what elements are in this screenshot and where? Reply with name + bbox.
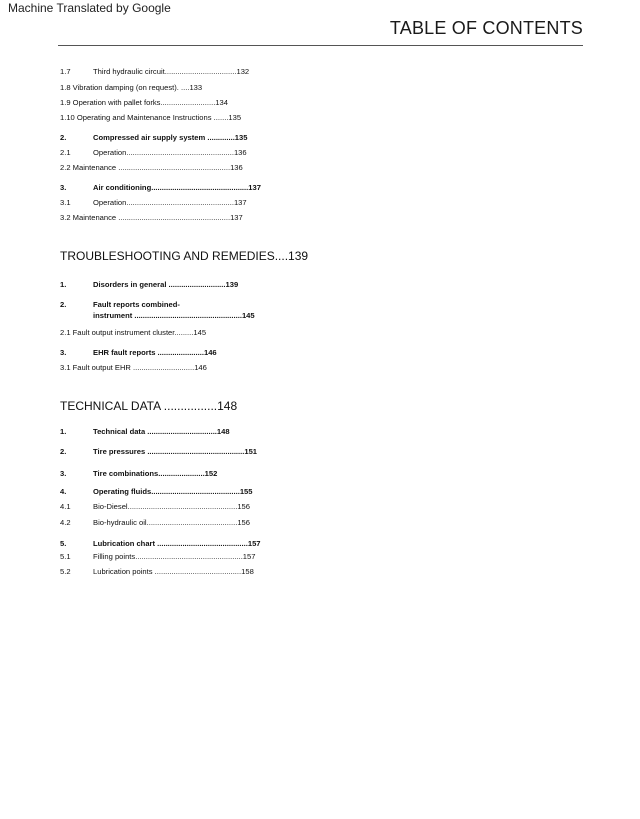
machine-translated-watermark: Machine Translated by Google [8,1,171,15]
toc-entry-number: 4.1 [60,502,71,511]
toc-entry-text: Filling points...................................................157 [93,552,256,561]
toc-entry-number: 3. [60,469,67,478]
toc-entry-number: 4.2 [60,518,71,527]
toc-entry-text: 2.1 Fault output instrument cluster.........145 [60,328,207,337]
toc-entry-number: 3.1 [60,198,71,207]
toc-entry-number: 3. [60,348,67,357]
toc-entry-text: Tire combinations......................152 [93,469,218,478]
toc-entry-text: Bio-hydraulic oil...........................................156 [93,518,250,527]
toc-entry-number: 2.1 [60,148,71,157]
toc-entry-text-line1: Fault reports combined- [93,300,180,309]
toc-entry-number: 2. [60,447,67,456]
section-heading-technical-data[interactable]: TECHNICAL DATA ................148 [60,399,238,413]
toc-entry-1-9[interactable] [60,98,228,108]
toc-entry-text: Operation...................................................137 [93,198,247,207]
toc-entry-number: 3. [60,183,67,192]
toc-entry-text-line2: instrument ...................................................145 [93,311,255,320]
toc-entry-number: 2. [60,133,67,142]
toc-entry-text: Technical data .................................148 [93,427,230,436]
toc-entry-text: 1.10 Operating and Maintenance Instructions .......135 [60,113,242,122]
toc-entry-number: 1. [60,280,67,289]
toc-entry-ts-2-1[interactable] [60,328,206,338]
section-heading-troubleshooting[interactable]: TROUBLESHOOTING AND REMEDIES....139 [60,249,309,263]
page-title: TABLE OF CONTENTS [389,18,583,38]
toc-entry-text: 3.2 Maintenance .....................................................137 [60,213,243,222]
toc-entry-text: Third hydraulic circuit..................................132 [93,67,250,76]
toc-entry-text: Disorders in general ...........................139 [93,280,239,289]
toc-entry-text: Operation...................................................136 [93,148,247,157]
toc-entry-text: Operating fluids..........................................155 [93,487,253,496]
title-divider [58,45,583,46]
toc-entry-text: Tire pressures ..............................................151 [93,447,258,456]
toc-entry-text: Lubrication points .........................................158 [93,567,254,576]
toc-entry-number: 5. [60,539,67,548]
toc-entry-ts-3-1[interactable] [60,363,207,373]
toc-entry-number: 2. [60,300,67,309]
toc-entry-number: 5.1 [60,552,71,561]
toc-entry-number: 4. [60,487,67,496]
toc-entry-text: 1.8 Vibration damping (on request). ....133 [60,83,203,92]
toc-entry-3-2[interactable] [60,213,243,223]
toc-entry-text: Air conditioning..............................................137 [93,183,261,192]
toc-entry-1-8[interactable] [60,83,202,93]
toc-entry-text: Lubrication chart ...........................................157 [93,539,261,548]
toc-entry-text: Bio-Diesel....................................................156 [93,502,250,511]
toc-entry-text: 2.2 Maintenance .....................................................136 [60,163,243,172]
toc-entry-text: 3.1 Fault output EHR .............................146 [60,363,207,372]
toc-entry-number: 1.7 [60,67,71,76]
toc-entry-text: Compressed air supply system .............135 [93,133,248,142]
toc-entry-text: 1.9 Operation with pallet forks..........................134 [60,98,228,107]
toc-entry-number: 5.2 [60,567,71,576]
toc-entry-1-10[interactable] [60,113,241,123]
toc-entry-2-2[interactable] [60,163,243,173]
toc-entry-text: EHR fault reports ......................146 [93,348,217,357]
toc-entry-number: 1. [60,427,67,436]
